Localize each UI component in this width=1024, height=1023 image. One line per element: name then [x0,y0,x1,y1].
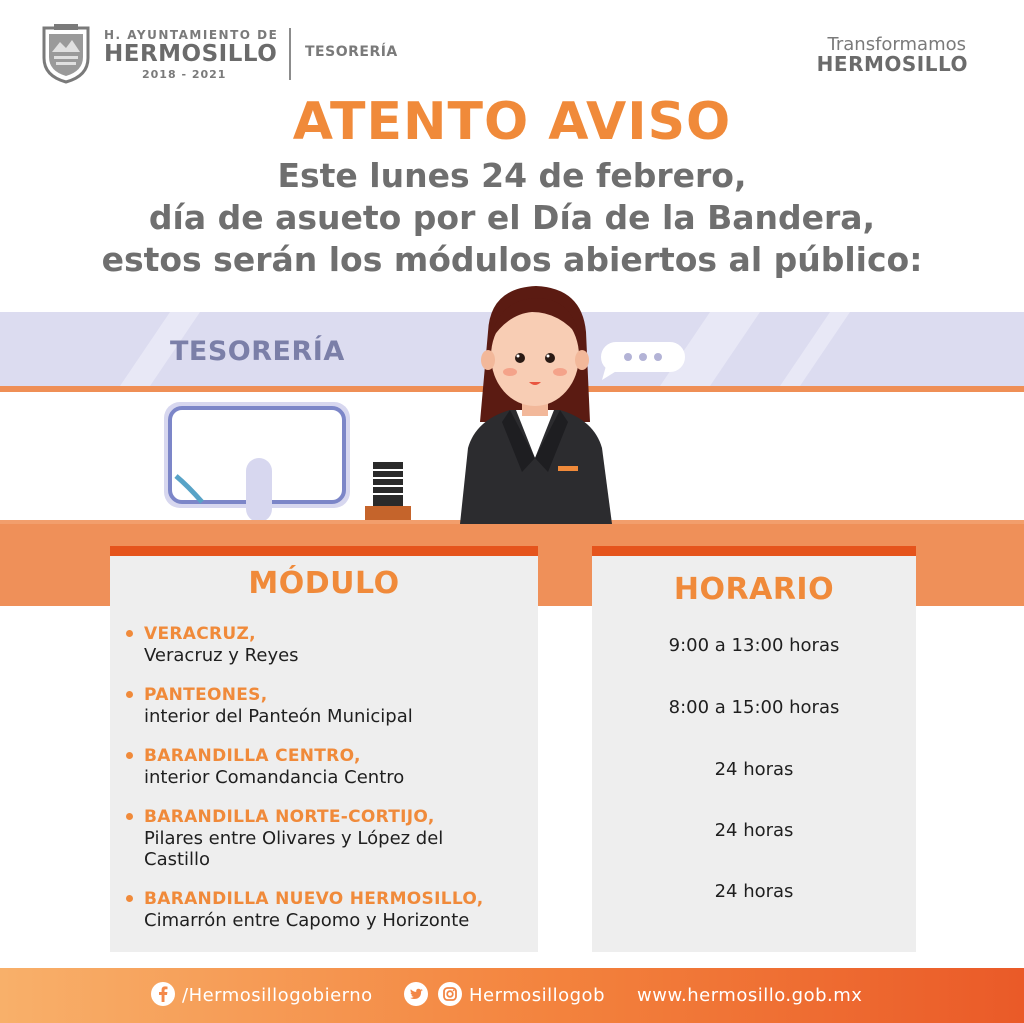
logo-line-1: H. AYUNTAMIENTO DE [104,28,279,42]
notice-title: ATENTO AVISO [292,92,732,152]
module-name: BARANDILLA NORTE-CORTIJO, [144,807,435,827]
module-hours: 24 horas [714,881,794,902]
module-location: Pilares entre Olivares y López del Castillo [144,828,444,870]
notice-line-1: Este lunes 24 de febrero, [277,156,747,195]
bullet-icon [126,630,133,637]
facebook-link[interactable]: /Hermosillogobierno [182,985,373,1006]
clerk-illustration-icon [440,282,630,524]
module-name: BARANDILLA CENTRO, [144,746,361,766]
schedule-panel-top-bar [592,546,916,556]
logo-line-2: HERMOSILLO [104,41,278,67]
list-item [126,624,526,666]
notice-line-3: estos serán los módulos abiertos al público: [101,240,923,279]
module-header: MÓDULO [248,566,400,601]
list-item [126,889,526,931]
social-handle-link[interactable]: Hermosillogob [469,985,605,1006]
header-divider [289,28,291,80]
module-panel-top-bar [110,546,538,556]
module-location: Veracruz y Reyes [144,645,299,666]
department-label: TESORERÍA [305,44,398,60]
bullet-icon [126,691,133,698]
bullet-icon [126,813,133,820]
twitter-icon[interactable] [403,981,429,1007]
document-stack-icon [363,460,413,522]
schedule-header: HORARIO [673,572,835,607]
module-name: VERACRUZ, [144,624,256,644]
module-hours: 24 horas [714,759,794,780]
monitor-icon [162,400,356,522]
notice-line-2: día de asueto por el Día de la Bandera, [148,198,876,237]
module-name: PANTEONES, [144,685,268,705]
brand-line-1: Transformamos [827,34,966,55]
list-item [126,807,486,870]
facebook-icon[interactable] [150,981,176,1007]
list-item [126,746,526,788]
list-item [126,685,526,727]
office-sign: TESORERÍA [170,336,345,367]
module-name: BARANDILLA NUEVO HERMOSILLO, [144,889,484,909]
website-link[interactable]: www.hermosillo.gob.mx [637,985,863,1006]
logo-years: 2018 - 2021 [142,68,227,81]
instagram-icon[interactable] [437,981,463,1007]
municipal-shield-icon [40,22,92,84]
bullet-icon [126,752,133,759]
module-location: interior Comandancia Centro [144,767,405,788]
module-location: Cimarrón entre Capomo y Horizonte [144,910,470,931]
bullet-icon [126,895,133,902]
module-location: interior del Panteón Municipal [144,706,413,727]
brand-line-2: HERMOSILLO [816,52,968,76]
module-hours: 9:00 a 13:00 horas [668,635,840,656]
module-hours: 8:00 a 15:00 horas [668,697,840,718]
module-hours: 24 horas [714,820,794,841]
